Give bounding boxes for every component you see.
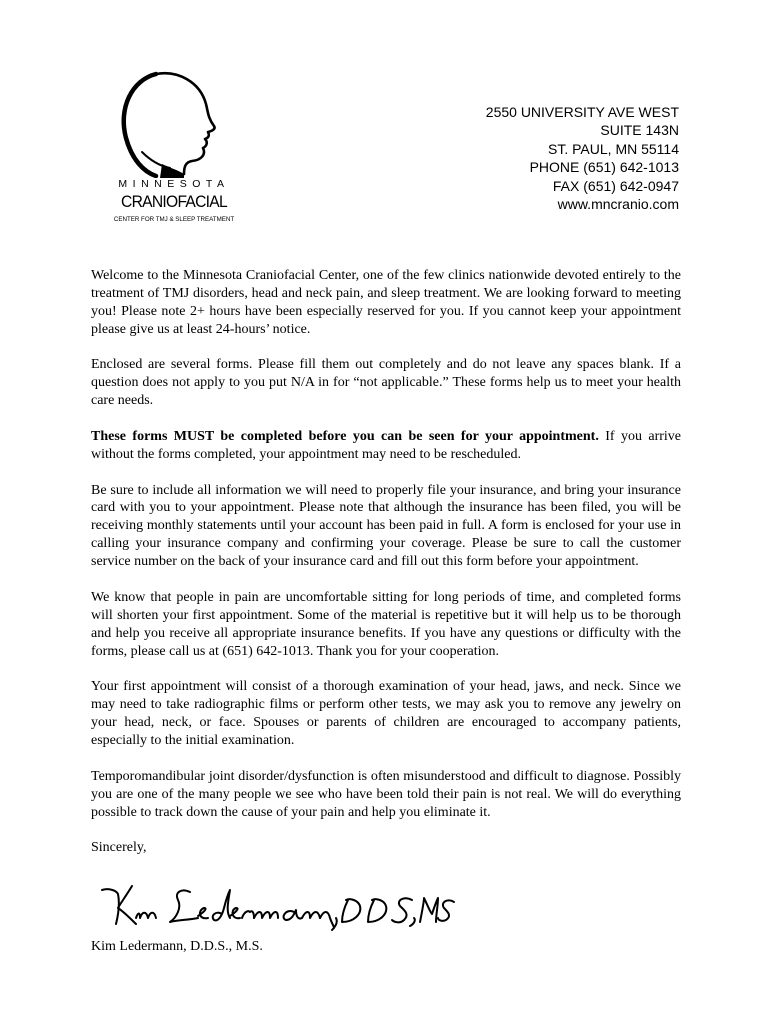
clinic-logo	[104, 68, 254, 230]
logo-word-minnesota: MINNESOTA	[118, 178, 230, 190]
paragraph-pain: We know that people in pain are uncomfortable sitting for long periods of time, and completed forms will shorten your first appointment. Some of the material is repetitive but it will help us to be thorough and help you receive all appropriate insurance benefits. If you have any questions or difficulty with the forms, please call us at (651) 642-1013. Thank you for your cooperation.	[91, 589, 681, 659]
address-website: www.mncranio.com	[557, 196, 679, 213]
logo-word-craniofacial: CRANIOFACIAL	[121, 192, 227, 211]
paragraph-first-appointment: Your first appointment will consist of a thorough examination of your head, jaws, and neck. Since we may need to take radiographic films or perform other tests, we may ask you to remove any jewelry on your head, neck, or face. Spouses or parents of children are encouraged to accompany patients, especially to the initial examination.	[91, 679, 681, 749]
head-profile-icon	[104, 68, 244, 178]
paragraph-forms: Enclosed are several forms. Please fill them out completely and do not leave any spaces blank. If a question does not apply to you put N/A in for “not applicable.” These forms help us to meet your health care needs.	[91, 357, 681, 409]
paragraph-tmj: Temporomandibular joint disorder/dysfunction is often misunderstood and difficult to diagnose. Possibly you are one of the many people we see who have been told their pain is not real. We will do everything possible to track down the cause of your pain and help you eliminate it.	[91, 768, 681, 820]
paragraph-insurance: Be sure to include all information we will need to properly file your insurance, and bring your insurance card with you to your appointment. Please note that although the insurance has been filed, you will be receiving monthly statements until your account has been paid in full. A form is enclosed for your use in calling your insurance company and confirming your coverage. Please be sure to call the customer service number on the back of your insurance card and fill out this form before your appointment.	[91, 482, 681, 570]
paragraph-welcome: Welcome to the Minnesota Craniofacial Center, one of the few clinics nationwide devoted entirely to the treatment of TMJ disorders, head and neck pain, and sleep treatment. We are looking forward to meeting you! Please note 2+ hours have been especially reserved for you. If you cannot keep your appointment please give us at least 24-hours’ notice.	[91, 268, 681, 337]
address-suite: SUITE 143N	[600, 122, 679, 139]
closing-salutation: Sincerely,	[91, 840, 147, 856]
must-complete-rest: If you arrive without the forms completed, your appointment may need to be rescheduled.	[91, 428, 682, 462]
signer-name: Kim Ledermann, D.D.S., M.S.	[91, 939, 263, 954]
clinic-address	[486, 103, 679, 213]
address-phone: PHONE (651) 642-1013	[529, 159, 679, 176]
logo-tagline: CENTER FOR TMJ & SLEEP TREATMENT	[113, 216, 235, 223]
address-fax: FAX (651) 642-0947	[552, 177, 679, 194]
paragraph-must-complete	[91, 428, 681, 464]
handwritten-signature	[98, 878, 458, 934]
must-complete-emphasis: These forms MUST be completed before you can be seen for your appointment.	[91, 428, 599, 444]
address-street: 2550 UNIVERSITY AVE WEST	[485, 104, 679, 120]
letter-body	[91, 267, 681, 857]
address-city: ST. PAUL, MN 55114	[548, 140, 679, 157]
